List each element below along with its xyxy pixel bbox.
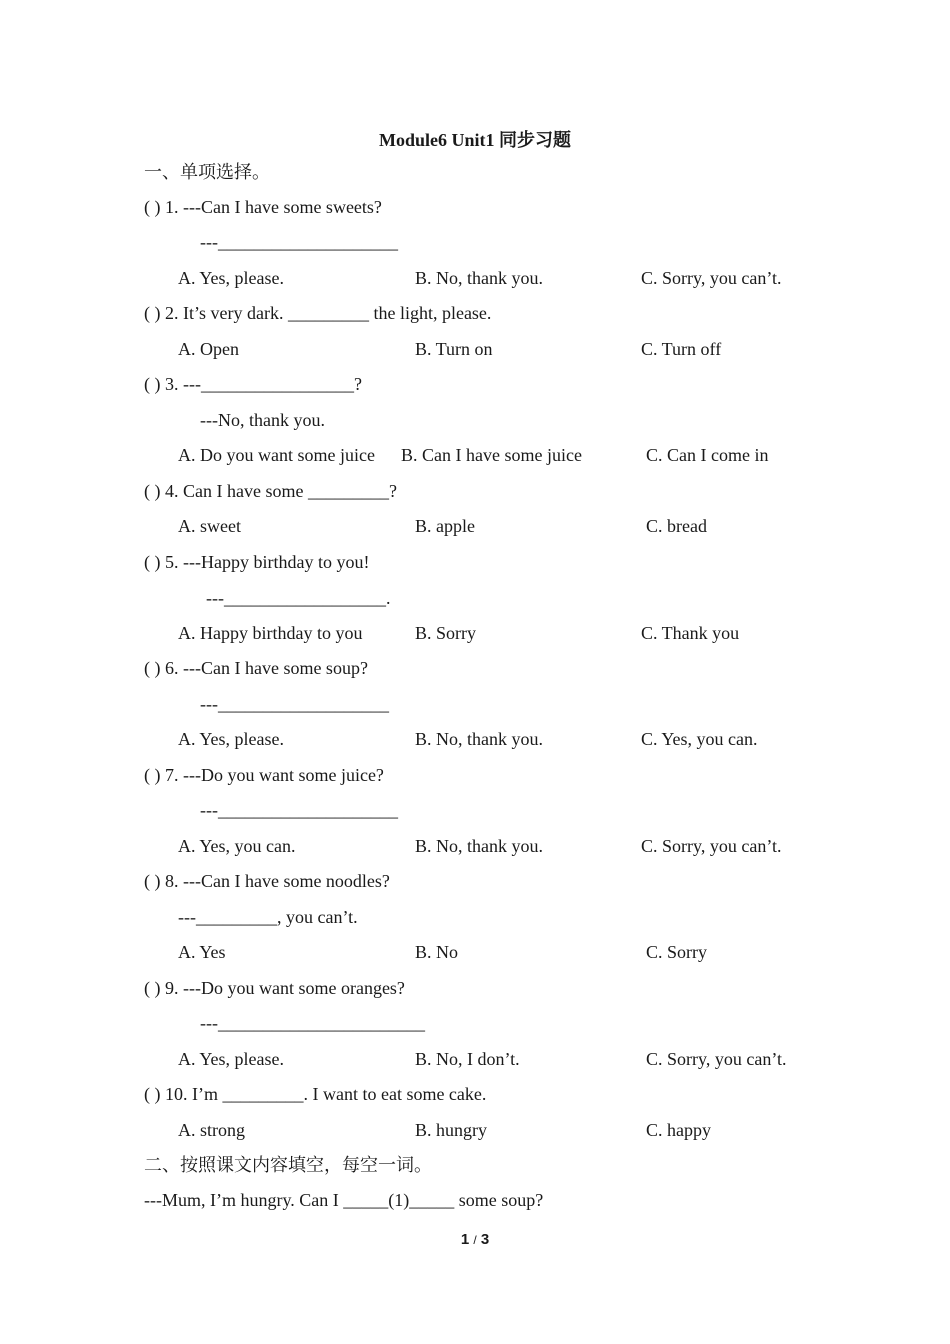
option-c: C. Sorry, you can’t. xyxy=(641,836,782,856)
page-total: 3 xyxy=(480,1231,490,1248)
option-a: A. Happy birthday to you xyxy=(178,623,363,643)
answer-reply: ---No, thank you. xyxy=(200,410,325,430)
passage-line: ---Mum, I’m hungry. Can I _____(1)_____ some soup? xyxy=(144,1190,544,1210)
answer-blank: ---_______________________ xyxy=(200,1013,425,1033)
option-b: B. No, thank you. xyxy=(415,729,543,749)
page-title: Module6 Unit1 同步习题 xyxy=(378,130,571,150)
option-a: A. Yes xyxy=(178,942,226,962)
answer-blank: ---___________________ xyxy=(200,694,389,714)
option-c: C. Yes, you can. xyxy=(641,729,758,749)
answer-blank: ---____________________ xyxy=(200,800,398,820)
option-a: A. Yes, you can. xyxy=(178,836,296,856)
option-c: C. Thank you xyxy=(641,623,740,643)
question-stem: ( ) 4. Can I have some _________? xyxy=(144,481,397,501)
section-heading-2: 二、按照课文内容填空，每空一词。 xyxy=(144,1155,432,1175)
page-number xyxy=(0,1231,950,1248)
question-stem: ( ) 3. ---_________________? xyxy=(144,374,362,394)
section-heading-1: 一、单项选择。 xyxy=(144,162,270,182)
option-c: C. Sorry xyxy=(646,942,708,962)
question-stem: ( ) 10. I’m _________. I want to eat some cake. xyxy=(144,1084,487,1104)
question-stem: ( ) 1. ---Can I have some sweets? xyxy=(144,197,382,217)
page-current: 1 xyxy=(460,1231,470,1248)
answer-blank: ---__________________. xyxy=(206,588,391,608)
option-c: C. Can I come in xyxy=(646,445,769,465)
option-a: A. Open xyxy=(178,339,239,359)
option-a: A. strong xyxy=(178,1120,245,1140)
option-a: A. Do you want some juice xyxy=(178,445,375,465)
option-b: B. hungry xyxy=(415,1120,487,1140)
option-b: B. No, I don’t. xyxy=(415,1049,520,1069)
option-c: C. Sorry, you can’t. xyxy=(646,1049,787,1069)
option-b: B. Turn on xyxy=(415,339,493,359)
answer-blank: ---____________________ xyxy=(200,232,398,252)
option-a: A. Yes, please. xyxy=(178,729,284,749)
option-b: B. No, thank you. xyxy=(415,836,543,856)
option-b: B. apple xyxy=(415,516,475,536)
option-a: A. sweet xyxy=(178,516,241,536)
option-c: C. bread xyxy=(646,516,707,536)
option-c: C. Turn off xyxy=(641,339,722,359)
question-stem: ( ) 8. ---Can I have some noodles? xyxy=(144,871,390,891)
question-stem: ( ) 9. ---Do you want some oranges? xyxy=(144,978,405,998)
page-separator: / xyxy=(473,1233,477,1247)
option-c: C. happy xyxy=(646,1120,711,1140)
question-stem: ( ) 2. It’s very dark. _________ the light, please. xyxy=(144,303,492,323)
question-stem: ( ) 7. ---Do you want some juice? xyxy=(144,765,384,785)
question-stem: ( ) 6. ---Can I have some soup? xyxy=(144,658,368,678)
option-a: A. Yes, please. xyxy=(178,1049,284,1069)
answer-blank: ---_________, you can’t. xyxy=(178,907,358,927)
option-b: B. No, thank you. xyxy=(415,268,543,288)
option-b: B. No xyxy=(415,942,459,962)
option-c: C. Sorry, you can’t. xyxy=(641,268,782,288)
option-b: B. Sorry xyxy=(415,623,477,643)
option-a: A. Yes, please. xyxy=(178,268,284,288)
option-b: B. Can I have some juice xyxy=(401,445,582,465)
question-stem: ( ) 5. ---Happy birthday to you! xyxy=(144,552,370,572)
